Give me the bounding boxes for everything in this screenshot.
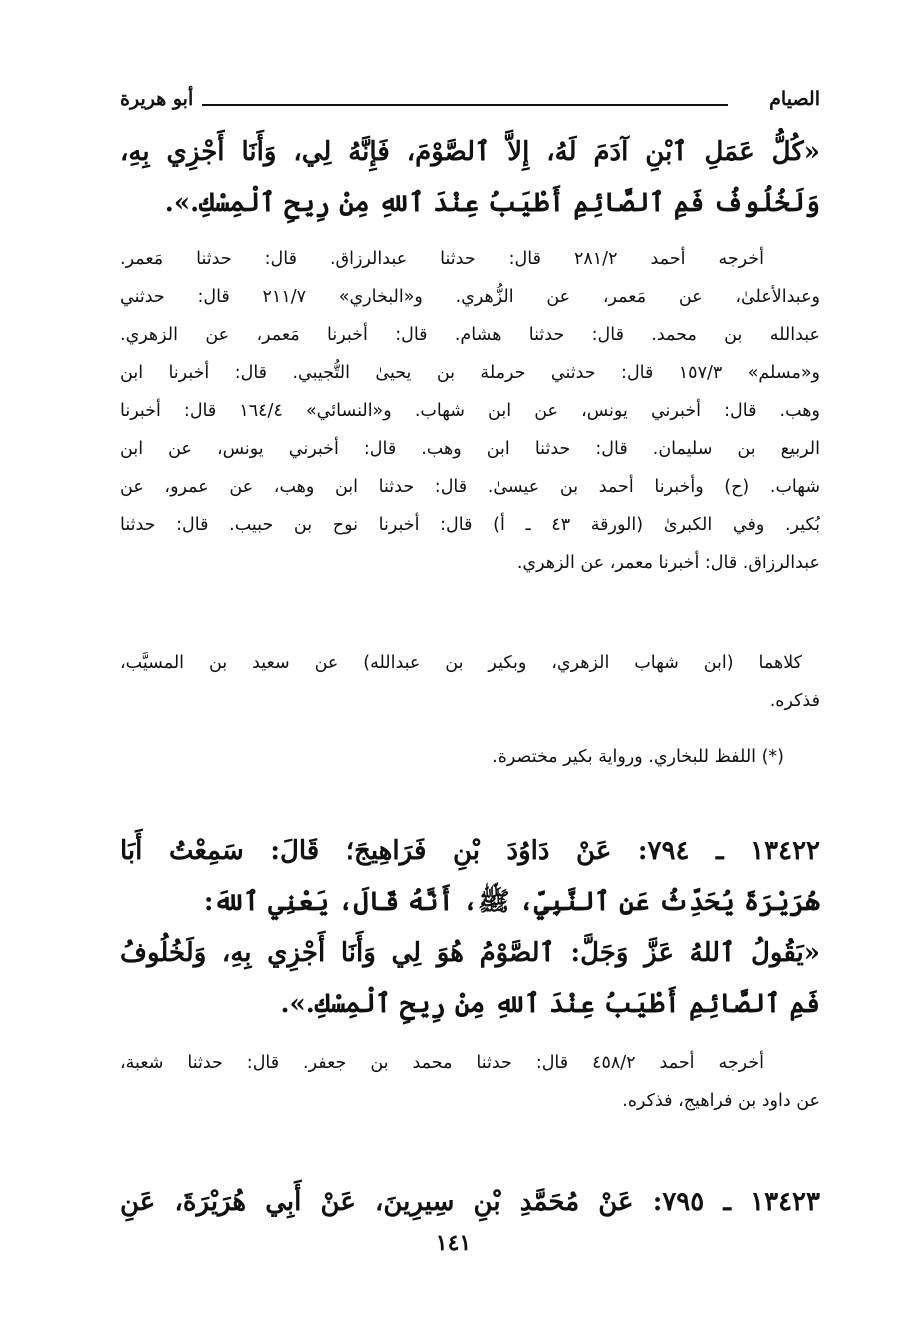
takhrij-line: أخرجه أحمد ٢٨١/٢ قال: حدثنا عبدالرزاق. قال: حدثنا مَعمر.	[120, 249, 764, 269]
takhrij-line: و«مسلم» ١٥٧/٣ قال: حدثني حرملة بن يحيىٰ التُّجيبي. قال: أخبرنا ابن	[120, 363, 820, 383]
takhrij-line: عبدالرزاق. قال: أخبرنا معمر، عن الزهري.	[516, 553, 820, 573]
footnote-line: (*) اللفظ للبخاري. ورواية بكير مختصرة.	[492, 747, 784, 767]
takhrij-line: الربيع بن سليمان. قال: حدثنا ابن وهب. قال: أخبرني يونس، عن ابن	[120, 439, 820, 459]
hadith-line: هُرَيْرَةَ يُحَدِّثُ عَنِ ٱلنَّبِيِّ، ﷺ، أَنَّهُ قَالَ، يَعْنِي ٱللهَ:	[203, 887, 820, 917]
takhrij-line: بُكير. وفي الكبرىٰ (الورقة ٤٣ ـ أ) قال: أخبرنا نوح بن حبيب. قال: حدثنا	[120, 515, 820, 535]
hadith-13422	[120, 826, 820, 1030]
header-rule	[202, 104, 728, 106]
takhrij-paragraph-2	[120, 1044, 820, 1120]
takhrij-line: أخرجه أحمد ٤٥٨/٢ قال: حدثنا محمد بن جعفر. قال: حدثنا شعبة،	[120, 1053, 764, 1073]
hadith-line: وَلَخُلُوفُ فَمِ ٱلصَّائِمِ أَطْيَبُ عِنْدَ ٱللهِ مِنْ رِيحِ ٱلْمِسْكِ.».	[164, 188, 820, 218]
hadith-text-continued	[120, 127, 820, 229]
footnote	[120, 738, 820, 776]
takhrij-paragraph	[120, 240, 820, 582]
chapter-title: الصيام	[769, 88, 820, 110]
hadith-line: «كُلُّ عَمَلِ ٱبْنِ آدَمَ لَهُ، إِلاَّ ٱلصَّوْمَ، فَإِنَّهُ لِي، وَأَنَا أَجْزِي بِهِ،	[120, 137, 820, 167]
takhrij-line: عبدالله بن محمد. قال: حدثنا هشام. قال: أخبرنا مَعمر، عن الزهري.	[120, 325, 820, 345]
takhrij-line: شهاب. (ح) وأخبرنا أحمد بن عيسىٰ. قال: حدثنا ابن وهب، عن عمرو، عن	[120, 477, 820, 497]
kilahuma-paragraph	[120, 644, 820, 720]
hadith-line: ١٣٤٢٣ ـ ٧٩٥: عَنْ مُحَمَّدِ بْنِ سِيرِينَ، عَنْ أَبِي هُرَيْرَةَ، عَنِ	[120, 1187, 820, 1217]
takhrij-line: وهب. قال: أخبرني يونس، عن ابن شهاب. و«النسائي» ١٦٤/٤ قال: أخبرنا	[120, 401, 820, 421]
running-header	[120, 88, 820, 122]
hadith-line: «يَقُولُ ٱللهُ عَزَّ وَجَلَّ: ٱلصَّوْمُ هُوَ لِي وَأَنَا أَجْزِي بِهِ، وَلَخُلُوفُ	[120, 938, 820, 968]
takhrij-line: وعبدالأعلىٰ، عن مَعمر، عن الزُّهري. و«البخاري» ٢١١/٧ قال: حدثني	[120, 287, 820, 307]
page-number: ١٤١	[435, 1230, 472, 1256]
narrator-name: أبو هريرة	[120, 88, 194, 110]
kilahuma-line: كلاهما (ابن شهاب الزهري، وبكير بن عبدالله) عن سعيد بن المسيَّب،	[120, 653, 802, 673]
hadith-13423	[120, 1177, 820, 1228]
hadith-line: ١٣٤٢٢ ـ ٧٩٤: عَنْ دَاوُدَ بْنِ فَرَاهِيجَ؛ قَالَ: سَمِعْتُ أَبَا	[120, 836, 820, 866]
kilahuma-line: فذكره.	[769, 691, 820, 711]
hadith-line: فَمِ ٱلصَّائِمِ أَطْيَبُ عِنْدَ ٱللهِ مِنْ رِيحِ ٱلْمِسْكِ.».	[280, 989, 820, 1019]
takhrij-line: عن داود بن فراهيج، فذكره.	[622, 1091, 820, 1111]
